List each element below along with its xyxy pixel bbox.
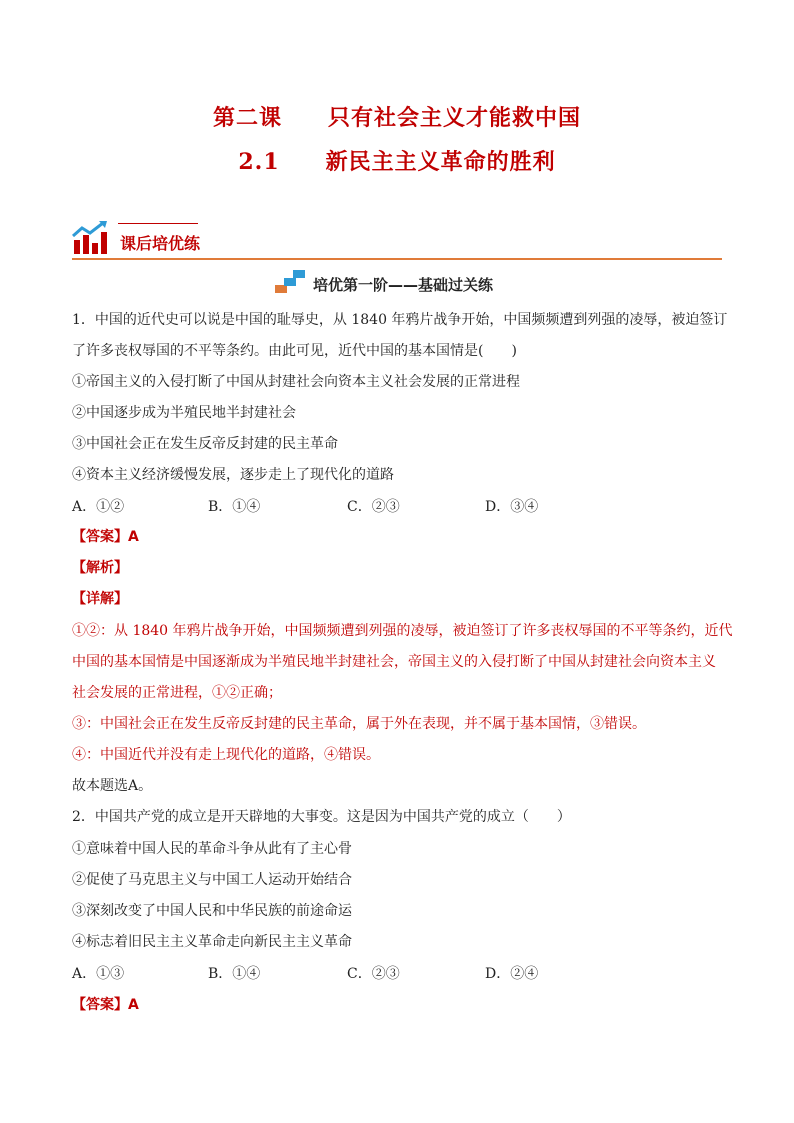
page-title: 第二课 只有社会主义才能救中国 — [212, 105, 581, 131]
q2-item: ②促使了马克思主义与中国工人运动开始结合 — [72, 872, 352, 888]
q1-conclusion: 故本题选A。 — [72, 778, 153, 794]
q1-detail-line: 中国的基本国情是中国逐渐成为半殖民地半封建社会，帝国主义的入侵打断了中国从封建社会向资本主义 — [72, 654, 716, 670]
q1-option-a: A．①② — [72, 499, 125, 515]
section-header — [72, 220, 722, 260]
q2-stem: 2．中国共产党的成立是开天辟地的大事变。这是因为中国共产党的成立（ ） — [72, 809, 571, 825]
q1-item: ③中国社会正在发生反帝反封建的民主革命 — [72, 436, 338, 452]
q1-detail-line: 社会发展的正常进程，①②正确； — [72, 685, 282, 701]
q1-stem-line2: 了许多丧权辱国的不平等条约。由此可见，近代中国的基本国情是( ) — [72, 343, 517, 359]
q1-option-d: D．③④ — [485, 499, 539, 515]
q2-option-a: A．①③ — [72, 966, 125, 982]
header-top-line — [118, 223, 198, 224]
q1-option-c: C．②③ — [347, 499, 400, 515]
header-divider — [72, 258, 722, 260]
q2-item: ③深刻改变了中国人民和中华民族的前途命运 — [72, 903, 352, 919]
q1-item: ④资本主义经济缓慢发展，逐步走上了现代化的道路 — [72, 467, 394, 483]
q1-detail-label: 【详解】 — [72, 591, 128, 607]
q2-answer: 【答案】A — [72, 997, 139, 1013]
growth-chart-icon — [72, 220, 110, 256]
stage-label: 培优第一阶——基础过关练 — [313, 276, 494, 294]
q1-option-b: B．①④ — [208, 499, 261, 515]
stage-header — [0, 268, 794, 296]
q2-option-b: B．①④ — [208, 966, 261, 982]
page-subtitle: 2.1 新民主主义革命的胜利 — [238, 149, 556, 175]
q1-detail-line: ④：中国近代并没有走上现代化的道路，④错误。 — [72, 747, 380, 763]
q1-detail-line: ①②：从 1840 年鸦片战争开始，中国频频遭到列强的凌辱，被迫签订了许多丧权辱国的不平等条约，近代 — [72, 623, 733, 639]
q1-answer: 【答案】A — [72, 529, 139, 545]
q1-stem-line1: 1．中国的近代史可以说是中国的耻辱史，从 1840 年鸦片战争开始，中国频频遭到列强的凌辱，被迫签订 — [72, 312, 728, 328]
q2-option-c: C．②③ — [347, 966, 400, 982]
stairs-icon — [275, 268, 309, 294]
section-label: 课后培优练 — [120, 234, 201, 253]
q1-analysis-label: 【解析】 — [72, 560, 128, 576]
q2-option-d: D．②④ — [485, 966, 539, 982]
q1-item: ①帝国主义的入侵打断了中国从封建社会向资本主义社会发展的正常进程 — [72, 374, 520, 390]
q1-detail-line: ③：中国社会正在发生反帝反封建的民主革命，属于外在表现，并不属于基本国情，③错误。 — [72, 716, 646, 732]
q2-item: ④标志着旧民主主义革命走向新民主主义革命 — [72, 934, 352, 950]
q1-item: ②中国逐步成为半殖民地半封建社会 — [72, 405, 296, 421]
q2-item: ①意味着中国人民的革命斗争从此有了主心骨 — [72, 841, 352, 857]
